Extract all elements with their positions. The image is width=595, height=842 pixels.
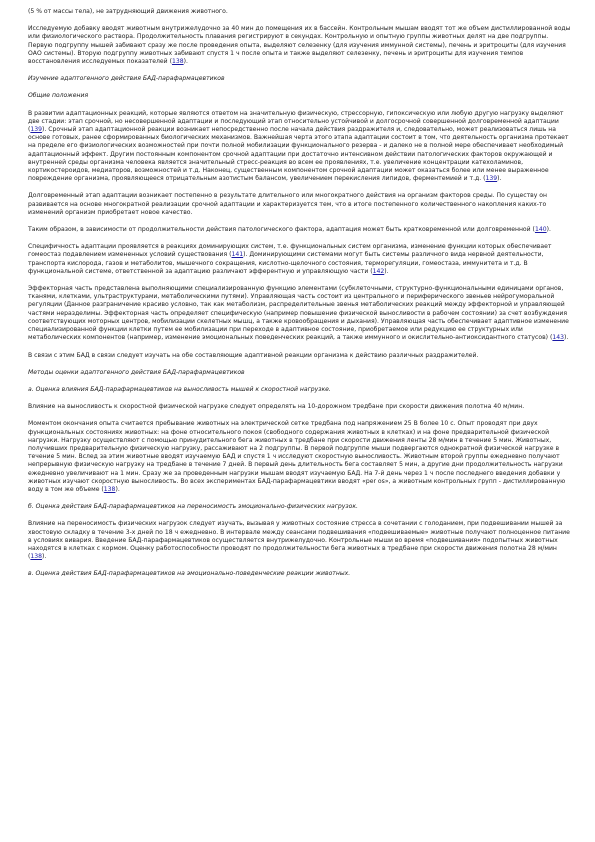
text-run: В связи с этим БАД в связи следует изучать на обе составляющие адаптивной реакции организма к действию различных раздражителей. bbox=[28, 351, 479, 359]
text-run: ). bbox=[115, 485, 120, 493]
text-run: ). bbox=[546, 226, 551, 234]
paragraph bbox=[28, 8, 572, 16]
text-run: а. Оценка влияния БАД-парафармацевтиков на выносливость мышей к скоростной нагрузке. bbox=[28, 385, 331, 393]
reference-link[interactable]: 140 bbox=[534, 226, 547, 234]
text-run: ). bbox=[564, 334, 569, 342]
text-run: ). bbox=[384, 267, 389, 275]
paragraph bbox=[28, 420, 572, 494]
text-run: В развитии адаптационных реакций, которые являются ответом на значительную физическую, стрессорную, гипоксическую или любую другую нагрузку выделяют две стадии: этап срочной, но несовершенной адаптации и последующий этап относительно устойчивой и долгосрочной совершенной долговременной адаптации ( bbox=[28, 109, 564, 134]
text-run: Моментом окончания опыта считается пребывание животных на электрической сетке тредбана под напряжением 25 В более 10 с. Опыт проводят при двух функциональных состояниях животных: на фоне относительного покоя (свободного содержания животных в клетках) и на фоне предварительной физической нагрузки. Нагрузку осуществляют с помощью принудительного бега животных в тредбане при скорости движения ленты 28 м/мин в течение 5 мин. Животных, получивших предварительную физическую нагрузку, рассаживают на 2 подгруппы. В первой подгруппе мыши подвергаются однократной физической нагрузке в течение 5 мин. Вслед за этим животные вводят изучаемую БАД и спустя 1 ч исследуют скоростную выносливость. Животным второй группы ежедневно получают непрерывную физическую нагрузку на тредбане в течение 7 дней. В первый день длительность бега составляет 5 мин, а другие дни продолжительность нагрузки ежедневно увеличивают на 1 мин. Сразу же за проведенным нагрузки мышам вводят изучаемую БАД. На 7-й день через 1 ч после последнего введения добавки у животных изучают скоростную выносливость. Во всех экспериментах БАД-парафармацевтики вводят «per os», а животным контрольных групп - дистиллированную воду в том же объеме ( bbox=[28, 420, 566, 493]
paragraph bbox=[28, 226, 572, 234]
paragraph bbox=[28, 110, 572, 184]
reference-link[interactable]: 143 bbox=[552, 334, 565, 342]
reference-link[interactable]: 138 bbox=[171, 58, 184, 66]
text-run: Исследуемую добавку вводят животным внутрижелудочно за 40 мин до помещения их в бассейн. Контрольным мышам вводят тот же объем дистиллированной воды или физиологического раствора. Продолжительность плавания регистрируют в секундах. Контрольную и опытную группы животных делят на две подгруппы. Первую подгруппу мышей забивают сразу же после проведения опыта, выделяют селезенку (для изучения иммунной системы), печень и эритроциты (для изучения ОАО системы). Вторую подгруппу животных забивают спустя 1 ч после опыта и также выделяют селезенку, печень и эритроциты для изучения темпов восстановления исследуемых показателей ( bbox=[28, 25, 571, 66]
reference-link[interactable]: 141 bbox=[231, 251, 244, 259]
text-run: ). bbox=[183, 58, 188, 66]
text-run: ). Срочный этап адаптационной реакции возникает непосредственно после начала действия раздражителя и, следовательно, может реализоваться лишь на основе готовых, ранее сформированных биологических механизмов. Важнейшая черта этого этапа адаптации состоит в том, что деятельность организма протекает на пределе его физиологических возможностей при почти полной мобилизации функционального резерва - и далеко не в полной мере обеспечивает необходимый адаптационный эффект. Другим постоянным компонентом срочной адаптации при достаточно интенсивном действии патологических факторов окружающей и внутренней среды организма человека является значительный стресс-реакция во всем ее проявлениях, т.е. увеличение концентрации катехоламинов, кортикостероидов, медиаторов, возможностей и т.д. Наконец, существенным компонентом срочной адаптации может оказаться более или менее выраженное повреждение организма, проявляющееся отрицательным азотистым балансом, увеличением перекисления липидов, ферментемией и т.д. ( bbox=[28, 126, 569, 183]
text-run: ). bbox=[42, 553, 47, 561]
text-run: Методы оценки адаптогенного действия БАД-парафармацевтиков bbox=[28, 368, 245, 376]
reference-link[interactable]: 139 bbox=[30, 126, 43, 134]
italic-heading bbox=[28, 570, 572, 578]
text-run: Эффекторная часть представлена выполняющими специализированную функцию элементами (субклеточными, структурно-функциональными единицами органов, тканями, клетками, ультраструктурами, метаболическими путями). Управляющая часть состоит из центрального и периферического звеньев нейрогуморальной регуляции (Данное разграничение красиво условно, так как метаболизм, распределительные звенья метаболических реакций между эффекторной и управляющей частями неразделимы. Эффекторная часть определяет специфическую (например повышение физической выносливости в рабочем состоянии) за счет возбуждения соответствующих моторных центров, мобилизации скелетных мышц, а также кровообращения и дыхания). Управляющая часть обеспечивает адаптивное изменение специализированной функции клетки путем ее мобилизации при переходе в адаптивное состояние, приобретаемое или редукцию ее структурных или метаболических компонентов (например, изменение эмоциональных поведенческих реакций, а также иммунного и окислительно-антиоксидантного статусов) ( bbox=[28, 285, 569, 342]
text-run: Влияние на выносливость к скоростной физической нагрузке следует определять на 10-дорожном тредбане при скорости движения полотна 40 м/мин. bbox=[28, 403, 525, 411]
italic-heading bbox=[28, 386, 572, 394]
italic-heading bbox=[28, 503, 572, 511]
reference-link[interactable]: 138 bbox=[30, 553, 43, 561]
paragraph bbox=[28, 520, 572, 561]
paragraph bbox=[28, 243, 572, 276]
paragraph bbox=[28, 403, 572, 411]
text-run: Долговременный этап адаптации возникает постепенно в результате длительного или многократного действия на организм факторов среды. По существу он развивается на основе многократной реализации срочной адаптации и характеризуется тем, что в итоге постепенного количественного накопления каких-то изменений организм приобретает новое качество. bbox=[28, 192, 547, 216]
text-run: Изучение адаптогенного действия БАД-парафармацевтиков bbox=[28, 75, 225, 83]
italic-heading bbox=[28, 75, 572, 83]
italic-heading bbox=[28, 369, 572, 377]
reference-link[interactable]: 138 bbox=[103, 485, 116, 493]
document-page bbox=[28, 8, 572, 588]
text-run: Таким образом, в зависимости от продолжительности действия патологического фактора, адаптация может быть кратковременной или долговременной ( bbox=[28, 226, 535, 234]
italic-heading bbox=[28, 92, 572, 100]
paragraph bbox=[28, 192, 572, 217]
paragraph bbox=[28, 352, 572, 360]
text-run: Специфичность адаптации проявляется в реакциях доминирующих систем, т.е. функциональных систем организма, изменение функции которых обеспечивает гомеостаз подавлением измененных условий существования ( bbox=[28, 243, 552, 259]
text-run: (5 % от массы тела), не затрудняющий движения животного. bbox=[28, 8, 228, 15]
text-run: Общие положения bbox=[28, 92, 89, 100]
text-run: ). Доминирующими системами могут быть системы различного вида нервной деятельности, транспорта кислорода, газов и метаболитов, мышечного сокращения, кислотно-щелочного состояния, терморегуляции, гомеостаза, иммунитета и т.д. В функциональной системе, ответственной за адаптацию различают эфферентную и управляющую части ( bbox=[28, 251, 544, 275]
reference-link[interactable]: 139 bbox=[485, 175, 498, 183]
text-run: в. Оценка действия БАД-парафармацевтиков на эмоционально-поведенческие реакции животных. bbox=[28, 570, 351, 578]
reference-link[interactable]: 142 bbox=[372, 267, 385, 275]
text-run: б. Оценка действия БАД-парафармацевтиков на переносимость эмоционально-физических нагрузок. bbox=[28, 503, 358, 511]
text-run: ). bbox=[497, 175, 502, 183]
paragraph bbox=[28, 285, 572, 342]
text-run: Влияние на переносимость физических нагрузок следует изучать, вызывая у животных состояние стресса в сочетании с голоданием, при подвешивании мышей за хвостовую складку в течение 3-х дней по 18 ч ежедневно. В интервале между сеансами подвешивания «подвешиваемые» животные получают полноценное питание в условиях вивария. Введение БАД-парафармацевтиков осуществляется внутрижелудочно. Контрольные мыши во время «подвешивания» подопытных животных находятся в клетках с кормом. Оценку работоспособности проводят по продолжительности бега животных в тредбане при скорости движения полотна 28 м/мин ( bbox=[28, 520, 570, 561]
paragraph bbox=[28, 25, 572, 66]
